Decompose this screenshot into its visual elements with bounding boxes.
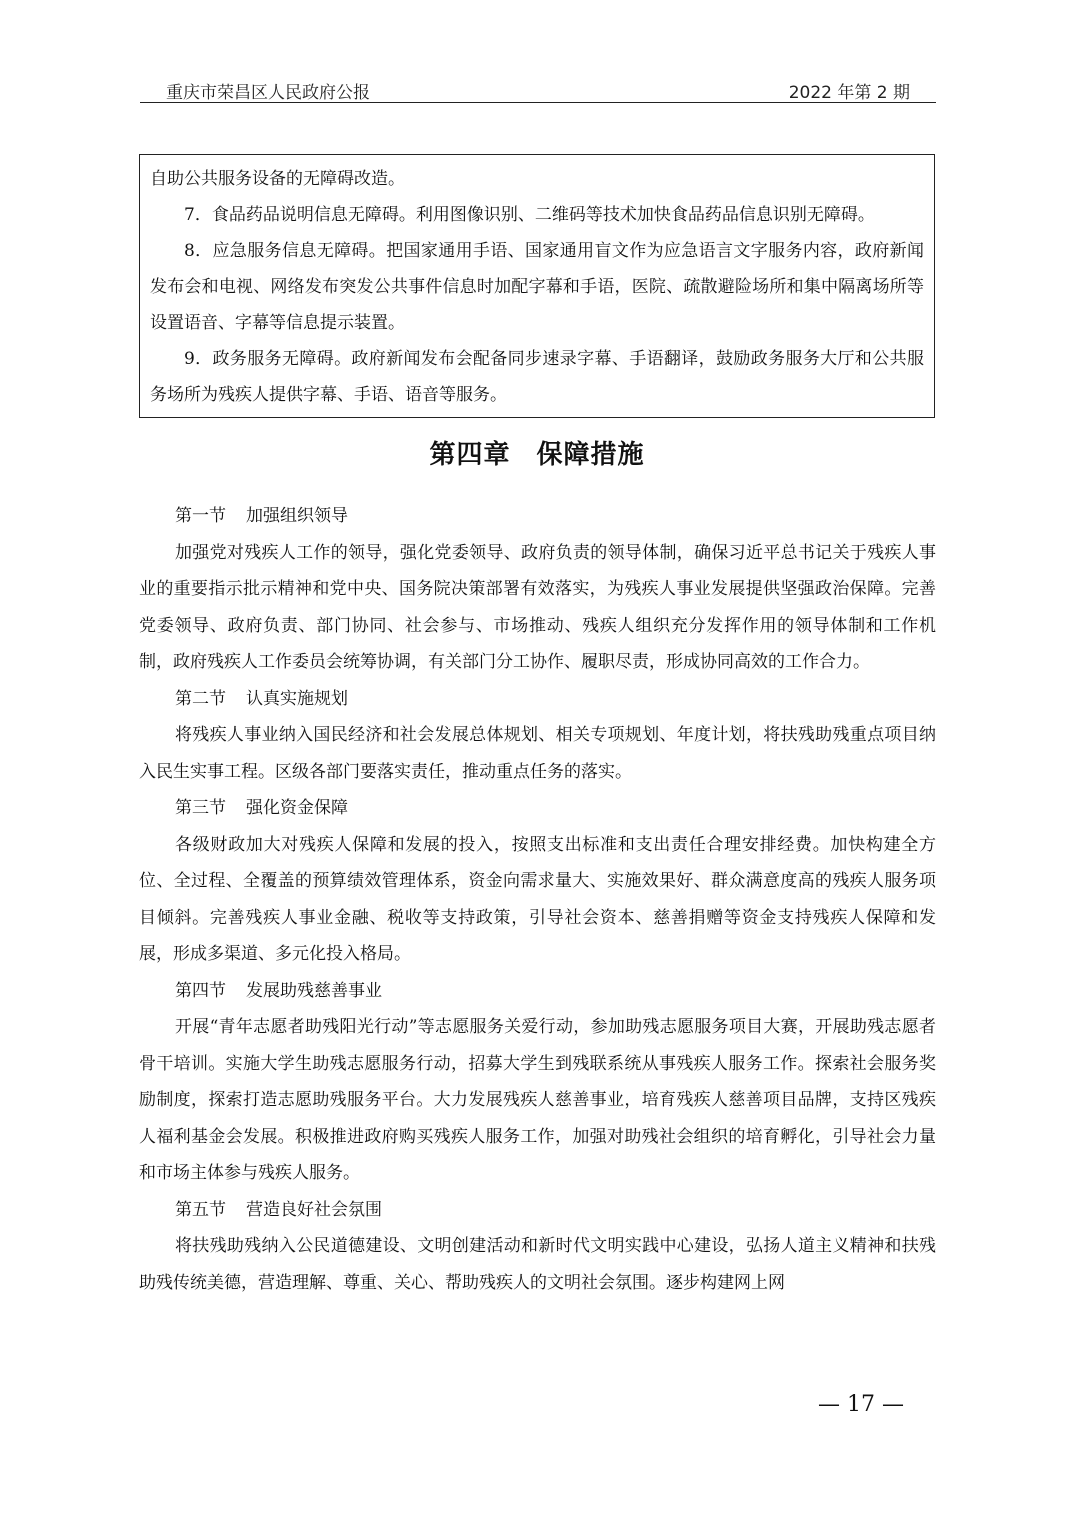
publication-title: 重庆市荣昌区人民政府公报 xyxy=(166,83,370,103)
section-heading xyxy=(139,498,936,535)
box-line-continued: 自助公共服务设备的无障碍改造。 xyxy=(150,169,405,189)
section-number: 第四节 xyxy=(175,980,226,1001)
section-title: 发展助残慈善事业 xyxy=(246,980,382,1001)
box-item-7: 7．食品药品说明信息无障碍。利用图像识别、二维码等技术加快食品药品信息识别无障碍。 xyxy=(184,205,875,225)
section-paragraph: 开展“青年志愿者助残阳光行动”等志愿服务关爱行动，参加助残志愿服务项目大赛，开展助残志愿者骨干培训。实施大学生助残志愿服务行动，招募大学生到残联系统从事残疾人服务工作。探索社会服务奖励制度，探索打造志愿助残服务平台。大力发展残疾人慈善事业，培育残疾人慈善项目品牌，支持区残疾人福利基金会发展。积极推进政府购买残疾人服务工作，加强对助残社会组织的培育孵化，引导社会力量和市场主体参与残疾人服务。 xyxy=(139,1017,936,1183)
box-item-9: 9．政务服务无障碍。政府新闻发布会配备同步速录字幕、手语翻译，鼓励政务服务大厅和公共服务场所为残疾人提供字幕、手语、语音等服务。 xyxy=(150,349,924,405)
section-number: 第五节 xyxy=(175,1199,226,1220)
section-heading xyxy=(139,1192,936,1229)
section-title: 认真实施规划 xyxy=(246,688,348,709)
section-heading xyxy=(139,973,936,1010)
section-number: 第二节 xyxy=(175,688,226,709)
section-heading xyxy=(139,790,936,827)
boxed-content xyxy=(139,154,935,418)
section-number: 第三节 xyxy=(175,798,226,818)
section-paragraph: 加强党对残疾人工作的领导，强化党委领导、政府负责的领导体制，确保习近平总书记关于残疾人事业的重要指示批示精神和党中央、国务院决策部署有效落实，为残疾人事业发展提供坚强政治保障。完善党委领导、政府负责、部门协同、社会参与、市场推动、残疾人组织充分发挥作用的领导体制和工作机制，政府残疾人工作委员会统筹协调，有关部门分工协作、履职尽责，形成协同高效的工作合力。 xyxy=(139,542,936,672)
page-number: — 17 — xyxy=(818,1392,904,1417)
section-number: 第一节 xyxy=(175,506,226,526)
running-header xyxy=(140,76,936,103)
chapter-number: 第四章 xyxy=(429,440,511,470)
section-title: 加强组织领导 xyxy=(246,506,348,526)
section-paragraph: 将残疾人事业纳入国民经济和社会发展总体规划、相关专项规划、年度计划，将扶残助残重点项目纳入民生实事工程。区级各部门要落实责任，推动重点任务的落实。 xyxy=(139,725,936,782)
chapter-heading xyxy=(0,434,1074,471)
section-paragraph: 各级财政加大对残疾人保障和发展的投入，按照支出标准和支出责任合理安排经费。加快构建全方位、全过程、全覆盖的预算绩效管理体系，资金向需求量大、实施效果好、群众满意度高的残疾人服务项目倾斜。完善残疾人事业金融、税收等支持政策，引导社会资本、慈善捐赠等资金支持残疾人保障和发展，形成多渠道、多元化投入格局。 xyxy=(139,834,936,964)
section-title: 强化资金保障 xyxy=(246,798,348,818)
main-body xyxy=(139,498,936,1301)
section-title: 营造良好社会氛围 xyxy=(246,1199,382,1220)
issue-number: 2022 年第 2 期 xyxy=(788,83,910,103)
box-item-8: 8．应急服务信息无障碍。把国家通用手语、国家通用盲文作为应急语言文字服务内容，政府新闻发布会和电视、网络发布突发公共事件信息时加配字幕和手语，医院、疏散避险场所和集中隔离场所等设置语音、字幕等信息提示装置。 xyxy=(150,241,924,333)
section-heading xyxy=(139,681,936,718)
chapter-title: 保障措施 xyxy=(536,440,645,470)
section-paragraph: 将扶残助残纳入公民道德建设、文明创建活动和新时代文明实践中心建设，弘扬人道主义精神和扶残助残传统美德，营造理解、尊重、关心、帮助残疾人的文明社会氛围。逐步构建网上网 xyxy=(139,1236,936,1293)
